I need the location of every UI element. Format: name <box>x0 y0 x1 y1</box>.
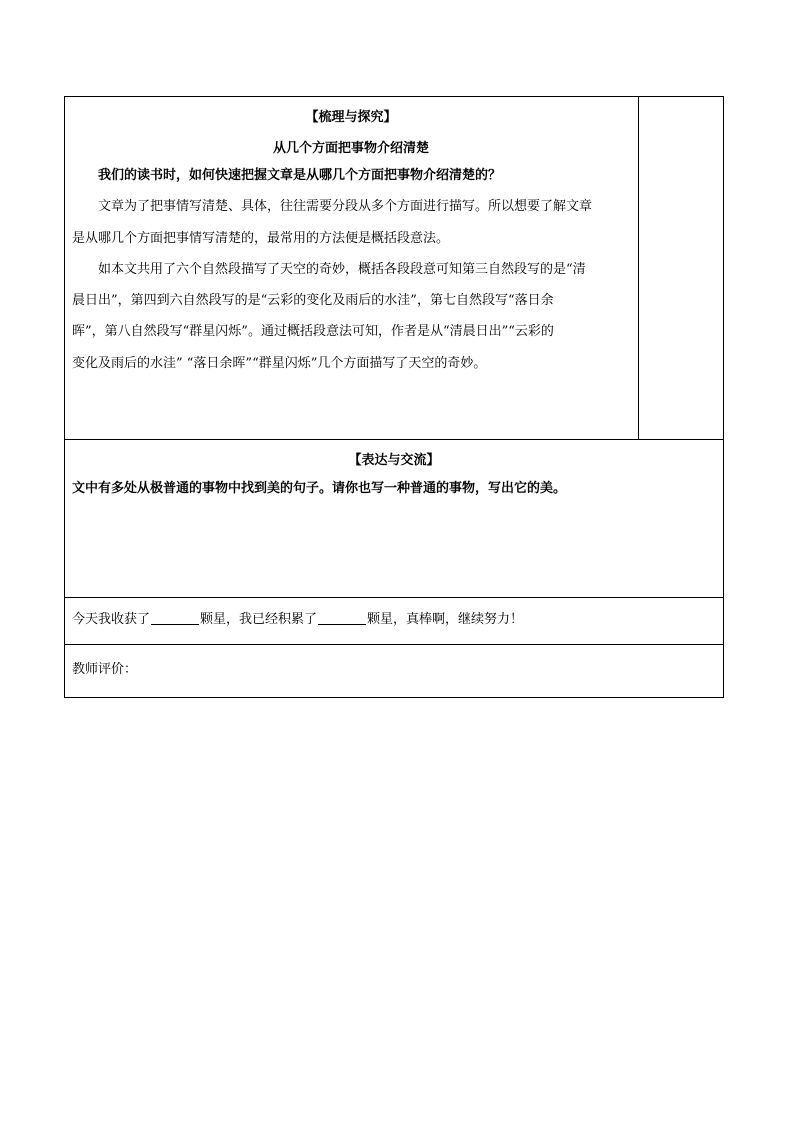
section1-heading: 【梳理与探究】 <box>305 110 397 125</box>
para1-line-2: 是从哪几个方面把事情写清楚的，最常用的方法便是概括段意法。 <box>72 231 450 246</box>
para2-line-4: 变化及雨后的水洼” “落日余晖”“群星闪烁”几个方面描写了天空的奇妙。 <box>72 356 487 371</box>
stars-today-blank[interactable] <box>151 612 199 625</box>
para2-line-3: 晖”，第八自然段写“群星闪烁”。通过概括段意法可知，作者是从“清晨日出”“云彩的 <box>72 324 554 339</box>
worksheet-table <box>64 96 724 698</box>
para2-line-2: 晨日出”，第四到六自然段写的是“云彩的变化及雨后的水洼”，第七自然段写“落日余 <box>72 293 554 308</box>
section2-prompt: 文中有多处从极普通的事物中找到美的句子。请你也写一种普通的事物，写出它的美。 <box>72 481 567 496</box>
stars-sentence <box>72 612 523 628</box>
stars-text-2: 颗星，我已经积累了 <box>200 612 318 627</box>
para2-line-1: 如本文共用了六个自然段描写了天空的奇妙，概括各段段意可知第三自然段写的是“清 <box>98 262 586 277</box>
row-divider-3 <box>64 644 724 645</box>
section2-heading: 【表达与交流】 <box>348 453 440 468</box>
right-column-divider <box>638 96 639 439</box>
para1-line-1: 文章为了把事情写清楚、具体，往往需要分段从多个方面进行描写。所以想要了解文章 <box>98 199 593 214</box>
stars-text-3: 颗星，真棒啊，继续努力！ <box>367 612 524 627</box>
row-divider-2 <box>64 597 724 598</box>
row-divider-1 <box>64 439 724 440</box>
teacher-evaluation-label: 教师评价： <box>72 662 138 677</box>
section1-subheading: 从几个方面把事物介绍清楚 <box>272 141 429 156</box>
stars-total-blank[interactable] <box>318 612 366 625</box>
section1-question: 我们的读书时，如何快速把握文章是从哪几个方面把事物介绍清楚的？ <box>98 168 502 183</box>
stars-text-1: 今天我收获了 <box>72 612 151 627</box>
